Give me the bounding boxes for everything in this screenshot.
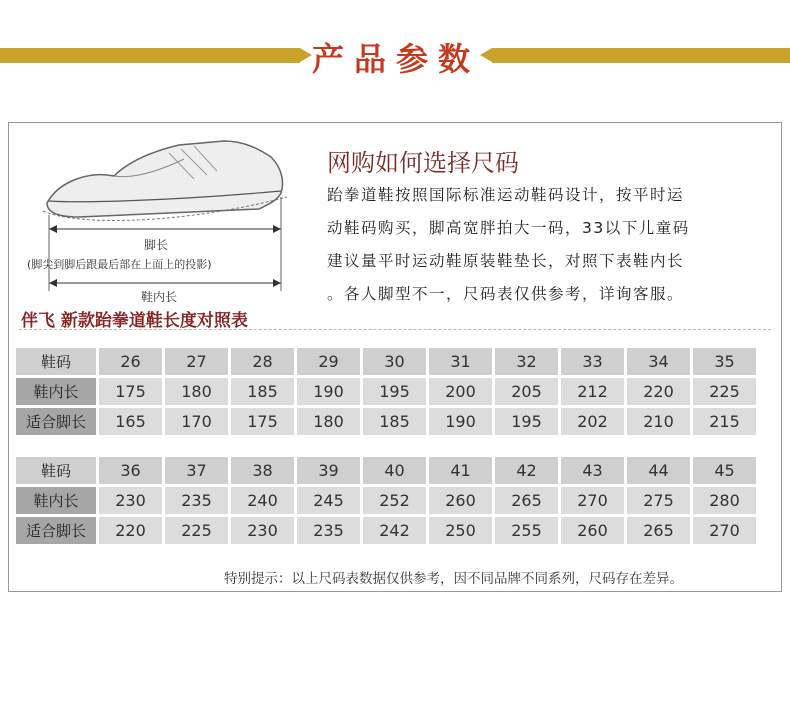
- insole-row: [16, 487, 756, 514]
- size-cell: 41: [429, 457, 492, 484]
- insole-cell: 275: [627, 487, 690, 514]
- insole-cell: 175: [99, 378, 162, 405]
- size-cell: 43: [561, 457, 624, 484]
- row-label-size: 鞋码: [16, 457, 96, 484]
- foot-cell: 175: [231, 408, 294, 435]
- size-table-2: [13, 454, 759, 547]
- guide-line-3: 建议量平时运动鞋原装鞋垫长，对照下表鞋内长: [327, 252, 685, 270]
- size-cell: 30: [363, 348, 426, 375]
- foot-cell: 255: [495, 517, 558, 544]
- foot-cell: 195: [495, 408, 558, 435]
- foot-cell: 215: [693, 408, 756, 435]
- size-cell: 27: [165, 348, 228, 375]
- foot-cell: 250: [429, 517, 492, 544]
- size-cell: 32: [495, 348, 558, 375]
- insole-cell: 220: [627, 378, 690, 405]
- insole-cell: 265: [495, 487, 558, 514]
- insole-length-label: 鞋内长: [141, 290, 178, 304]
- insole-cell: 245: [297, 487, 360, 514]
- row-label-insole: 鞋内长: [16, 378, 96, 405]
- guide-line-4: 。各人脚型不一，尺码表仅供参考，详询客服。: [327, 285, 685, 303]
- foot-cell: 242: [363, 517, 426, 544]
- foot-cell: 185: [363, 408, 426, 435]
- foot-cell: 220: [99, 517, 162, 544]
- foot-row: [16, 408, 756, 435]
- insole-cell: 200: [429, 378, 492, 405]
- size-cell: 33: [561, 348, 624, 375]
- insole-cell: 225: [693, 378, 756, 405]
- insole-cell: 212: [561, 378, 624, 405]
- foot-cell: 202: [561, 408, 624, 435]
- row-label-size: 鞋码: [16, 348, 96, 375]
- size-cell: 40: [363, 457, 426, 484]
- foot-cell: 165: [99, 408, 162, 435]
- foot-cell: 235: [297, 517, 360, 544]
- foot-cell: 270: [693, 517, 756, 544]
- size-cell: 28: [231, 348, 294, 375]
- row-label-foot: 适合脚长: [16, 408, 96, 435]
- size-cell: 39: [297, 457, 360, 484]
- insole-cell: 252: [363, 487, 426, 514]
- insole-cell: 185: [231, 378, 294, 405]
- divider: [19, 329, 771, 330]
- insole-cell: 180: [165, 378, 228, 405]
- row-label-foot: 适合脚长: [16, 517, 96, 544]
- size-cell: 44: [627, 457, 690, 484]
- foot-cell: 230: [231, 517, 294, 544]
- row-label-insole: 鞋内长: [16, 487, 96, 514]
- page-title: 产品参数: [311, 40, 480, 78]
- foot-cell: 180: [297, 408, 360, 435]
- insole-cell: 230: [99, 487, 162, 514]
- size-row: [16, 457, 756, 484]
- size-cell: 45: [693, 457, 756, 484]
- header-bar-left: [0, 48, 300, 63]
- shoe-illustration: [19, 131, 294, 301]
- size-row: [16, 348, 756, 375]
- foot-row: [16, 517, 756, 544]
- size-table-1: [13, 345, 759, 438]
- insole-cell: 235: [165, 487, 228, 514]
- foot-cell: 225: [165, 517, 228, 544]
- header-bar-right: [492, 48, 790, 63]
- guide-title: 网购如何选择尺码: [327, 149, 519, 177]
- foot-cell: 260: [561, 517, 624, 544]
- foot-length-label: 脚长: [144, 238, 169, 252]
- disclaimer-note: 特别提示：以上尺码表数据仅供参考，因不同品牌不同系列，尺码存在差异。: [224, 571, 683, 587]
- insole-cell: 270: [561, 487, 624, 514]
- size-cell: 29: [297, 348, 360, 375]
- foot-length-description: (脚尖到脚后跟最后部在上面上的投影): [27, 258, 212, 271]
- guide-line-2: 动鞋码购买，脚高宽胖拍大一码，33以下儿童码: [327, 219, 690, 237]
- foot-cell: 170: [165, 408, 228, 435]
- size-cell: 34: [627, 348, 690, 375]
- foot-cell: 210: [627, 408, 690, 435]
- size-cell: 31: [429, 348, 492, 375]
- size-guide-panel: [8, 122, 782, 592]
- size-cell: 26: [99, 348, 162, 375]
- size-cell: 36: [99, 457, 162, 484]
- size-cell: 35: [693, 348, 756, 375]
- size-cell: 42: [495, 457, 558, 484]
- insole-cell: 260: [429, 487, 492, 514]
- header-chevron-right: [480, 48, 492, 62]
- insole-cell: 240: [231, 487, 294, 514]
- size-chart-title: 伴飞 新款跆拳道鞋长度对照表: [21, 311, 248, 331]
- guide-line-1: 跆拳道鞋按照国际标准运动鞋码设计，按平时运: [327, 186, 685, 204]
- insole-cell: 205: [495, 378, 558, 405]
- insole-cell: 280: [693, 487, 756, 514]
- foot-cell: 190: [429, 408, 492, 435]
- insole-cell: 190: [297, 378, 360, 405]
- foot-cell: 265: [627, 517, 690, 544]
- insole-row: [16, 378, 756, 405]
- insole-cell: 195: [363, 378, 426, 405]
- size-cell: 37: [165, 457, 228, 484]
- size-cell: 38: [231, 457, 294, 484]
